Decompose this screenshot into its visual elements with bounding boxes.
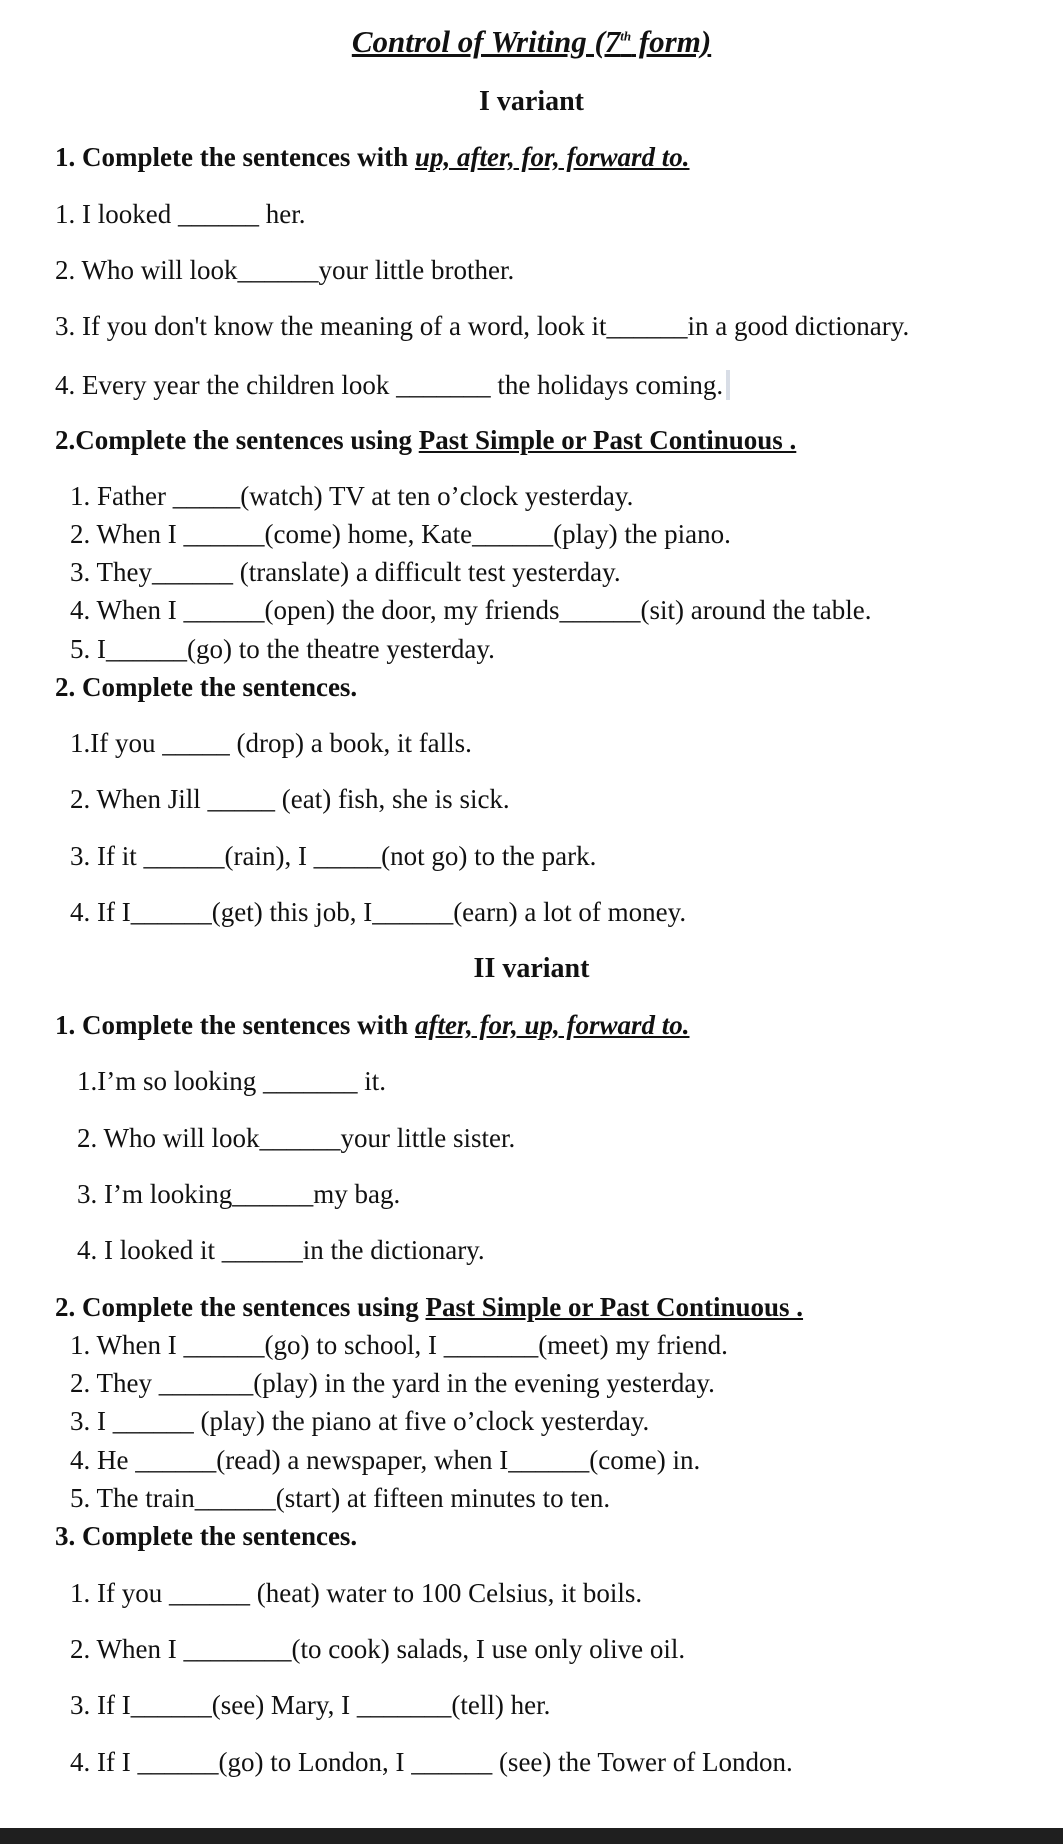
exercise-sentence: 3. I ______ (play) the piano at five o’clock yesterday. <box>70 1406 650 1436</box>
exercise-sentence: 2. When I ______(come) home, Kate______(play) the piano. <box>70 519 731 549</box>
variant-2-task-2-heading: 2. Complete the sentences using Past Simple or Past Continuous . <box>55 1292 804 1322</box>
exercise-sentence: 3. If I______(see) Mary, I _______(tell) her. <box>70 1690 551 1720</box>
exercise-sentence: 1. Father _____(watch) TV at ten o’clock yesterday. <box>70 481 634 511</box>
exercise-sentence: 5. The train______(start) at fifteen minutes to ten. <box>70 1483 611 1513</box>
variant-2-heading: II variant <box>473 953 590 984</box>
exercise-sentence: 1.I’m so looking _______ it. <box>77 1066 386 1096</box>
variant-1-task-1-heading: 1. Complete the sentences with up, after, for, forward to. <box>55 142 690 172</box>
exercise-sentence: 4. I looked it ______in the dictionary. <box>77 1235 485 1265</box>
variant-1-heading: I variant <box>479 86 584 117</box>
exercise-sentence: 3. I’m looking______my bag. <box>77 1179 401 1209</box>
exercise-sentence: 5. I______(go) to the theatre yesterday. <box>70 634 495 664</box>
variant-2-task-3-heading: 3. Complete the sentences. <box>55 1521 358 1551</box>
exercise-sentence: 4. If I ______(go) to London, I ______ (see) the Tower of London. <box>70 1747 793 1777</box>
exercise-sentence: 4. When I ______(open) the door, my friends______(sit) around the table. <box>70 595 872 625</box>
exercise-sentence: 1. I looked ______ her. <box>55 199 306 229</box>
variant-2-task-1-heading: 1. Complete the sentences with after, for, up, forward to. <box>55 1010 690 1040</box>
variant-1-task-2-heading: 2.Complete the sentences using Past Simple or Past Continuous . <box>55 425 797 455</box>
exercise-sentence: 3. If you don't know the meaning of a word, look it______in a good dictionary. <box>55 311 910 341</box>
exercise-sentence: 1. If you ______ (heat) water to 100 Celsius, it boils. <box>70 1578 643 1608</box>
exercise-sentence: 2. Who will look______your little sister. <box>77 1123 516 1153</box>
exercise-sentence: 2. When I ________(to cook) salads, I use only olive oil. <box>70 1634 686 1664</box>
exercise-sentence: 1. When I ______(go) to school, I _______(meet) my friend. <box>70 1330 728 1360</box>
text-cursor-marker <box>726 370 730 400</box>
exercise-sentence: 2. Who will look______your little brother. <box>55 255 515 285</box>
exercise-sentence: 3. They______ (translate) a difficult test yesterday. <box>70 557 621 587</box>
exercise-sentence: 2. They _______(play) in the yard in the evening yesterday. <box>70 1368 715 1398</box>
variant-1-task-3-heading: 2. Complete the sentences. <box>55 672 358 702</box>
exercise-sentence: 4. He ______(read) a newspaper, when I______(come) in. <box>70 1445 701 1475</box>
page-title: Control of Writing (7th form) <box>351 24 712 59</box>
exercise-sentence: 1.If you _____ (drop) a book, it falls. <box>70 728 472 758</box>
exercise-sentence: 4. Every year the children look _______ the holidays coming. <box>55 370 730 400</box>
bottom-bar <box>0 1828 1063 1844</box>
exercise-sentence: 3. If it ______(rain), I _____(not go) to the park. <box>70 841 597 871</box>
exercise-sentence: 2. When Jill _____ (eat) fish, she is sick. <box>70 784 510 814</box>
exercise-sentence: 4. If I______(get) this job, I______(earn) a lot of money. <box>70 897 687 927</box>
